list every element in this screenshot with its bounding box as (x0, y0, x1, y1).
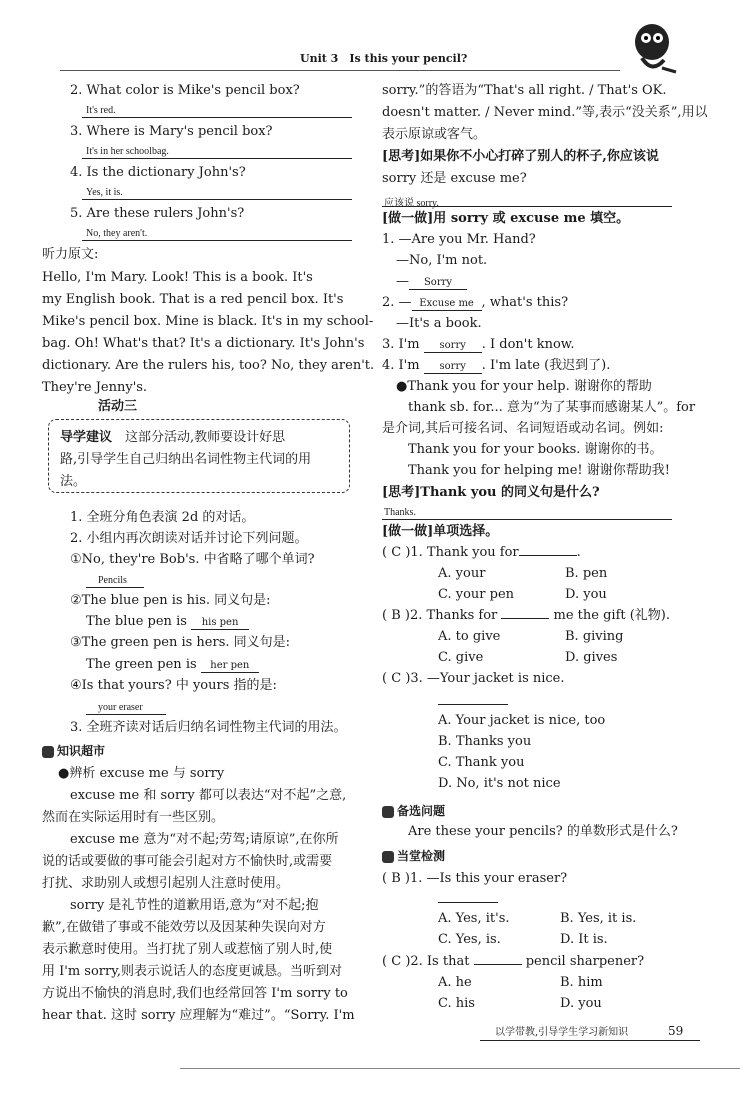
q5: 5. Are these rulers John's? (70, 206, 245, 221)
answer-line (382, 519, 672, 520)
sorry-cont-line: 表示原谅或客气。 (382, 127, 487, 142)
footer-note: 以学带教,引导学生学习新知识 (495, 1027, 629, 1038)
page-number: 59 (668, 1024, 684, 1038)
mc3-blank (438, 704, 508, 705)
ck1-mark: B (391, 871, 401, 886)
q2: 2. What color is Mike's pencil box? (70, 83, 300, 98)
do-1-q3 (382, 336, 575, 354)
answer-her-pen: her pen (201, 659, 259, 673)
transcript-line: Mike's pencil box. Mine is black. It's in my school- (42, 314, 374, 329)
green-pen-text: The green pen is (86, 657, 197, 672)
answer-line (82, 117, 352, 118)
answer-line (82, 199, 352, 200)
backup-question: Are these your pencils? 的单数形式是什么? (408, 824, 678, 839)
check-title-text: 当堂检测 (397, 849, 446, 863)
step-2-q4: ④Is that yours? 中 yours 指的是: (70, 678, 277, 693)
answer-your-eraser: your eraser (98, 702, 143, 713)
transcript-line: dictionary. Are the rulers his, too? No, they aren't. (42, 358, 375, 373)
q3: 3. Where is Mary's pencil box? (70, 124, 273, 139)
mc2-stem-text: )2. Thanks for (404, 608, 498, 623)
knowledge-line: 然而在实际运用时有一些区别。 (42, 810, 225, 825)
mc2-opt-a: A. to give (438, 629, 501, 644)
q4: 4. Is the dictionary John's? (70, 165, 246, 180)
do-1-q2-tail: , what's this? (481, 295, 569, 310)
ck1-opt-b: B. Yes, it is. (560, 911, 637, 926)
knowledge-line: 打扰、求助别人或想引起别人注意时使用。 (42, 876, 290, 891)
answer-line (82, 240, 352, 241)
mc2-tail: me the gift (礼物). (553, 608, 671, 623)
answer-sorry: Sorry (409, 276, 467, 290)
transcript-line: They're Jenny's. (42, 380, 148, 395)
think-2-answer: Thanks. (384, 507, 416, 518)
mc3-stem-text: )3. —Your jacket is nice. (405, 671, 565, 686)
do-1-q4-prefix: 4. I'm (382, 358, 420, 373)
check-title (382, 847, 445, 864)
answer-excuse-me: Excuse me (412, 297, 482, 311)
do-1-q2-reply: —It's a book. (396, 316, 482, 331)
thank-line: Thank you for helping me! 谢谢你帮助我! (408, 463, 670, 478)
ck2-mark: C (391, 954, 402, 969)
thank-line: thank sb. for... 意为“为了某事而感谢某人”。for (408, 400, 696, 415)
mc1-stem-text: )1. Thank you for (405, 545, 519, 560)
blue-pen-stem (86, 613, 249, 631)
mc2-opt-d: D. gives (565, 650, 618, 665)
do-1-q2-prefix: 2. — (382, 295, 412, 310)
backup-title-text: 备选问题 (397, 804, 446, 818)
answer-line (86, 587, 144, 588)
ck2-blank (474, 964, 522, 965)
mc2-stem: ( B )2. Thanks for me the gift (礼物). (382, 608, 671, 623)
guide-line-3: 法。 (60, 474, 87, 489)
transcript-line: bag. Oh! What's that? It's a dictionary. It's John's (42, 336, 365, 351)
do-1-q4-tail: . I'm late (我迟到了). (481, 358, 611, 373)
backup-title (382, 802, 445, 819)
mc3-opt-a: A. Your jacket is nice, too (438, 713, 606, 728)
ck2-opt-b: B. him (560, 975, 603, 990)
do-1-q2 (382, 294, 568, 312)
answer-his-pen: his pen (191, 616, 249, 630)
ck1-blank (438, 902, 498, 903)
knowledge-line: 歉”,在做错了事或不能效劳以及因某种失误向对方 (42, 920, 326, 935)
mc1-opt-a: A. your (438, 566, 486, 581)
thank-line: ●Thank you for your help. 谢谢你的帮助 (396, 379, 652, 394)
think-1-answer: 应该说 sorry. (384, 198, 439, 209)
knowledge-line: sorry 是礼节性的道歉用语,意为“对不起;抱 (70, 898, 319, 913)
green-pen-stem (86, 656, 259, 674)
mc1-blank (519, 555, 577, 556)
do-2-title: [做一做]单项选择。 (382, 524, 499, 539)
step-2-q3: ③The green pen is hers. 同义句是: (70, 635, 291, 650)
mc3-opt-d: D. No, it's not nice (438, 776, 561, 791)
mc1-opt-b: B. pen (565, 566, 608, 581)
knowledge-line: excuse me 和 sorry 都可以表达“对不起”之意, (70, 788, 347, 803)
knowledge-subtitle: ●辨析 excuse me 与 sorry (58, 766, 225, 781)
transcript-line: Hello, I'm Mary. Look! This is a book. It's (42, 270, 313, 285)
ck1-stem: ( B )1. —Is this your eraser? (382, 871, 568, 886)
guide-line-2: 路,引导学生自己归纳出名词性物主代词的用 (60, 452, 312, 467)
mc1-opt-c: C. your pen (438, 587, 515, 602)
mc3-opt-b: B. Thanks you (438, 734, 532, 749)
sorry-cont-line: doesn't matter. / Never mind.”等,表示“没关系”,用以 (382, 105, 708, 120)
do-1-q1: 1. —Are you Mr. Hand? (382, 232, 536, 247)
ck1-opt-c: C. Yes, is. (438, 932, 501, 947)
answer-line (382, 206, 672, 207)
activity-3-title: 活动三 (98, 399, 138, 414)
do-1-q4 (382, 357, 610, 375)
section-marker-icon (382, 806, 394, 818)
mc1-stem: ( C )1. Thank you for . (382, 545, 581, 560)
think-1: [思考]如果你不小心打碎了别人的杯子,你应该说 (382, 149, 659, 164)
mc2-mark: B (391, 608, 401, 623)
knowledge-line: hear that. 这时 sorry 应理解为“难过”。“Sorry. I'm (42, 1008, 355, 1023)
answer-pencils: Pencils (98, 575, 127, 586)
q3-answer: It's in her schoolbag. (86, 146, 169, 157)
mc2-blank (501, 618, 549, 619)
think-2: [思考]Thank you 的同义句是什么? (382, 485, 600, 500)
mascot-icon (628, 18, 680, 76)
think-1b: sorry 还是 excuse me? (382, 171, 527, 186)
knowledge-line: excuse me 意为“对不起;劳驾;请原谅”,在你所 (70, 832, 339, 847)
knowledge-line: 方说出不愉快的消息时,我们也经常回答 I'm sorry to (42, 986, 348, 1001)
section-marker-icon (42, 746, 54, 758)
guide-line-1 (60, 429, 285, 447)
answer-line (86, 714, 166, 715)
thank-line: Thank you for your books. 谢谢你的书。 (408, 442, 663, 457)
ck2-opt-a: A. he (438, 975, 472, 990)
q5-answer: No, they aren't. (86, 228, 148, 239)
ck1-stem-text: )1. —Is this your eraser? (404, 871, 568, 886)
do-1-title: [做一做]用 sorry 或 excuse me 填空。 (382, 211, 630, 226)
knowledge-line: 表示歉意时使用。当打扰了别人或惹恼了别人时,使 (42, 942, 333, 957)
step-2-q2: ②The blue pen is his. 同义句是: (70, 593, 271, 608)
blue-pen-text: The blue pen is (86, 614, 187, 629)
step-3: 3. 全班齐读对话后归纳名词性物主代词的用法。 (70, 720, 347, 735)
q4-answer: Yes, it is. (86, 187, 123, 198)
guide-text: 这部分活动,教师要设计好思 (125, 430, 286, 445)
ck2-tail: pencil sharpener? (525, 954, 645, 969)
knowledge-title (42, 742, 105, 759)
step-2: 2. 小组内再次朗读对话并讨论下列问题。 (70, 531, 308, 546)
do-1-q3-prefix: 3. I'm (382, 337, 420, 352)
answer-sorry-3: sorry (424, 360, 482, 374)
mc3-opt-c: C. Thank you (438, 755, 525, 770)
do-1-q3-tail: . I don't know. (481, 337, 575, 352)
q2-answer: It's red. (86, 105, 116, 116)
ck1-opt-a: A. Yes, it's. (438, 911, 510, 926)
thank-line: 是介词,其后可接名词、名词短语或动名词。例如: (382, 421, 664, 436)
do-1-q1-ans-row: — Sorry (396, 273, 467, 291)
mc1-mark: C (391, 545, 402, 560)
do-1-q1-reply: —No, I'm not. (396, 253, 488, 268)
step-1: 1. 全班分角色表演 2d 的对话。 (70, 510, 255, 525)
mc3-mark: C (391, 671, 402, 686)
sorry-cont-line: sorry.”的答语为“That's all right. / That's OK. (382, 83, 667, 98)
answer-line (82, 158, 352, 159)
page-header-title: Unit 3 Is this your pencil? (300, 52, 468, 65)
step-2-q1: ①No, they're Bob's. 中省略了哪个单词? (70, 552, 315, 567)
section-marker-icon (382, 851, 394, 863)
ck2-opt-d: D. you (560, 996, 602, 1011)
ck2-opt-c: C. his (438, 996, 475, 1011)
ck1-opt-d: D. It is. (560, 932, 608, 947)
knowledge-line: 用 I'm sorry,则表示说话人的态度更诚恳。当听到对 (42, 964, 342, 979)
mc2-opt-c: C. give (438, 650, 484, 665)
listening-title: 听力原文: (42, 247, 99, 262)
transcript-line: my English book. That is a red pencil box. It's (42, 292, 344, 307)
ck2-stem-text: )2. Is that (405, 954, 470, 969)
ck2-stem: ( C )2. Is that pencil sharpener? (382, 954, 645, 969)
mc3-stem: ( C )3. —Your jacket is nice. (382, 671, 565, 686)
knowledge-title-text: 知识超市 (57, 744, 106, 758)
mc1-opt-d: D. you (565, 587, 607, 602)
header-rule (60, 70, 620, 71)
guide-label: 导学建议 (60, 430, 113, 445)
mc2-opt-b: B. giving (565, 629, 624, 644)
answer-sorry-2: sorry (424, 339, 482, 353)
knowledge-line: 说的话或要做的事可能会引起对方不愉快时,或需要 (42, 854, 333, 869)
bottom-rule (180, 1068, 740, 1069)
